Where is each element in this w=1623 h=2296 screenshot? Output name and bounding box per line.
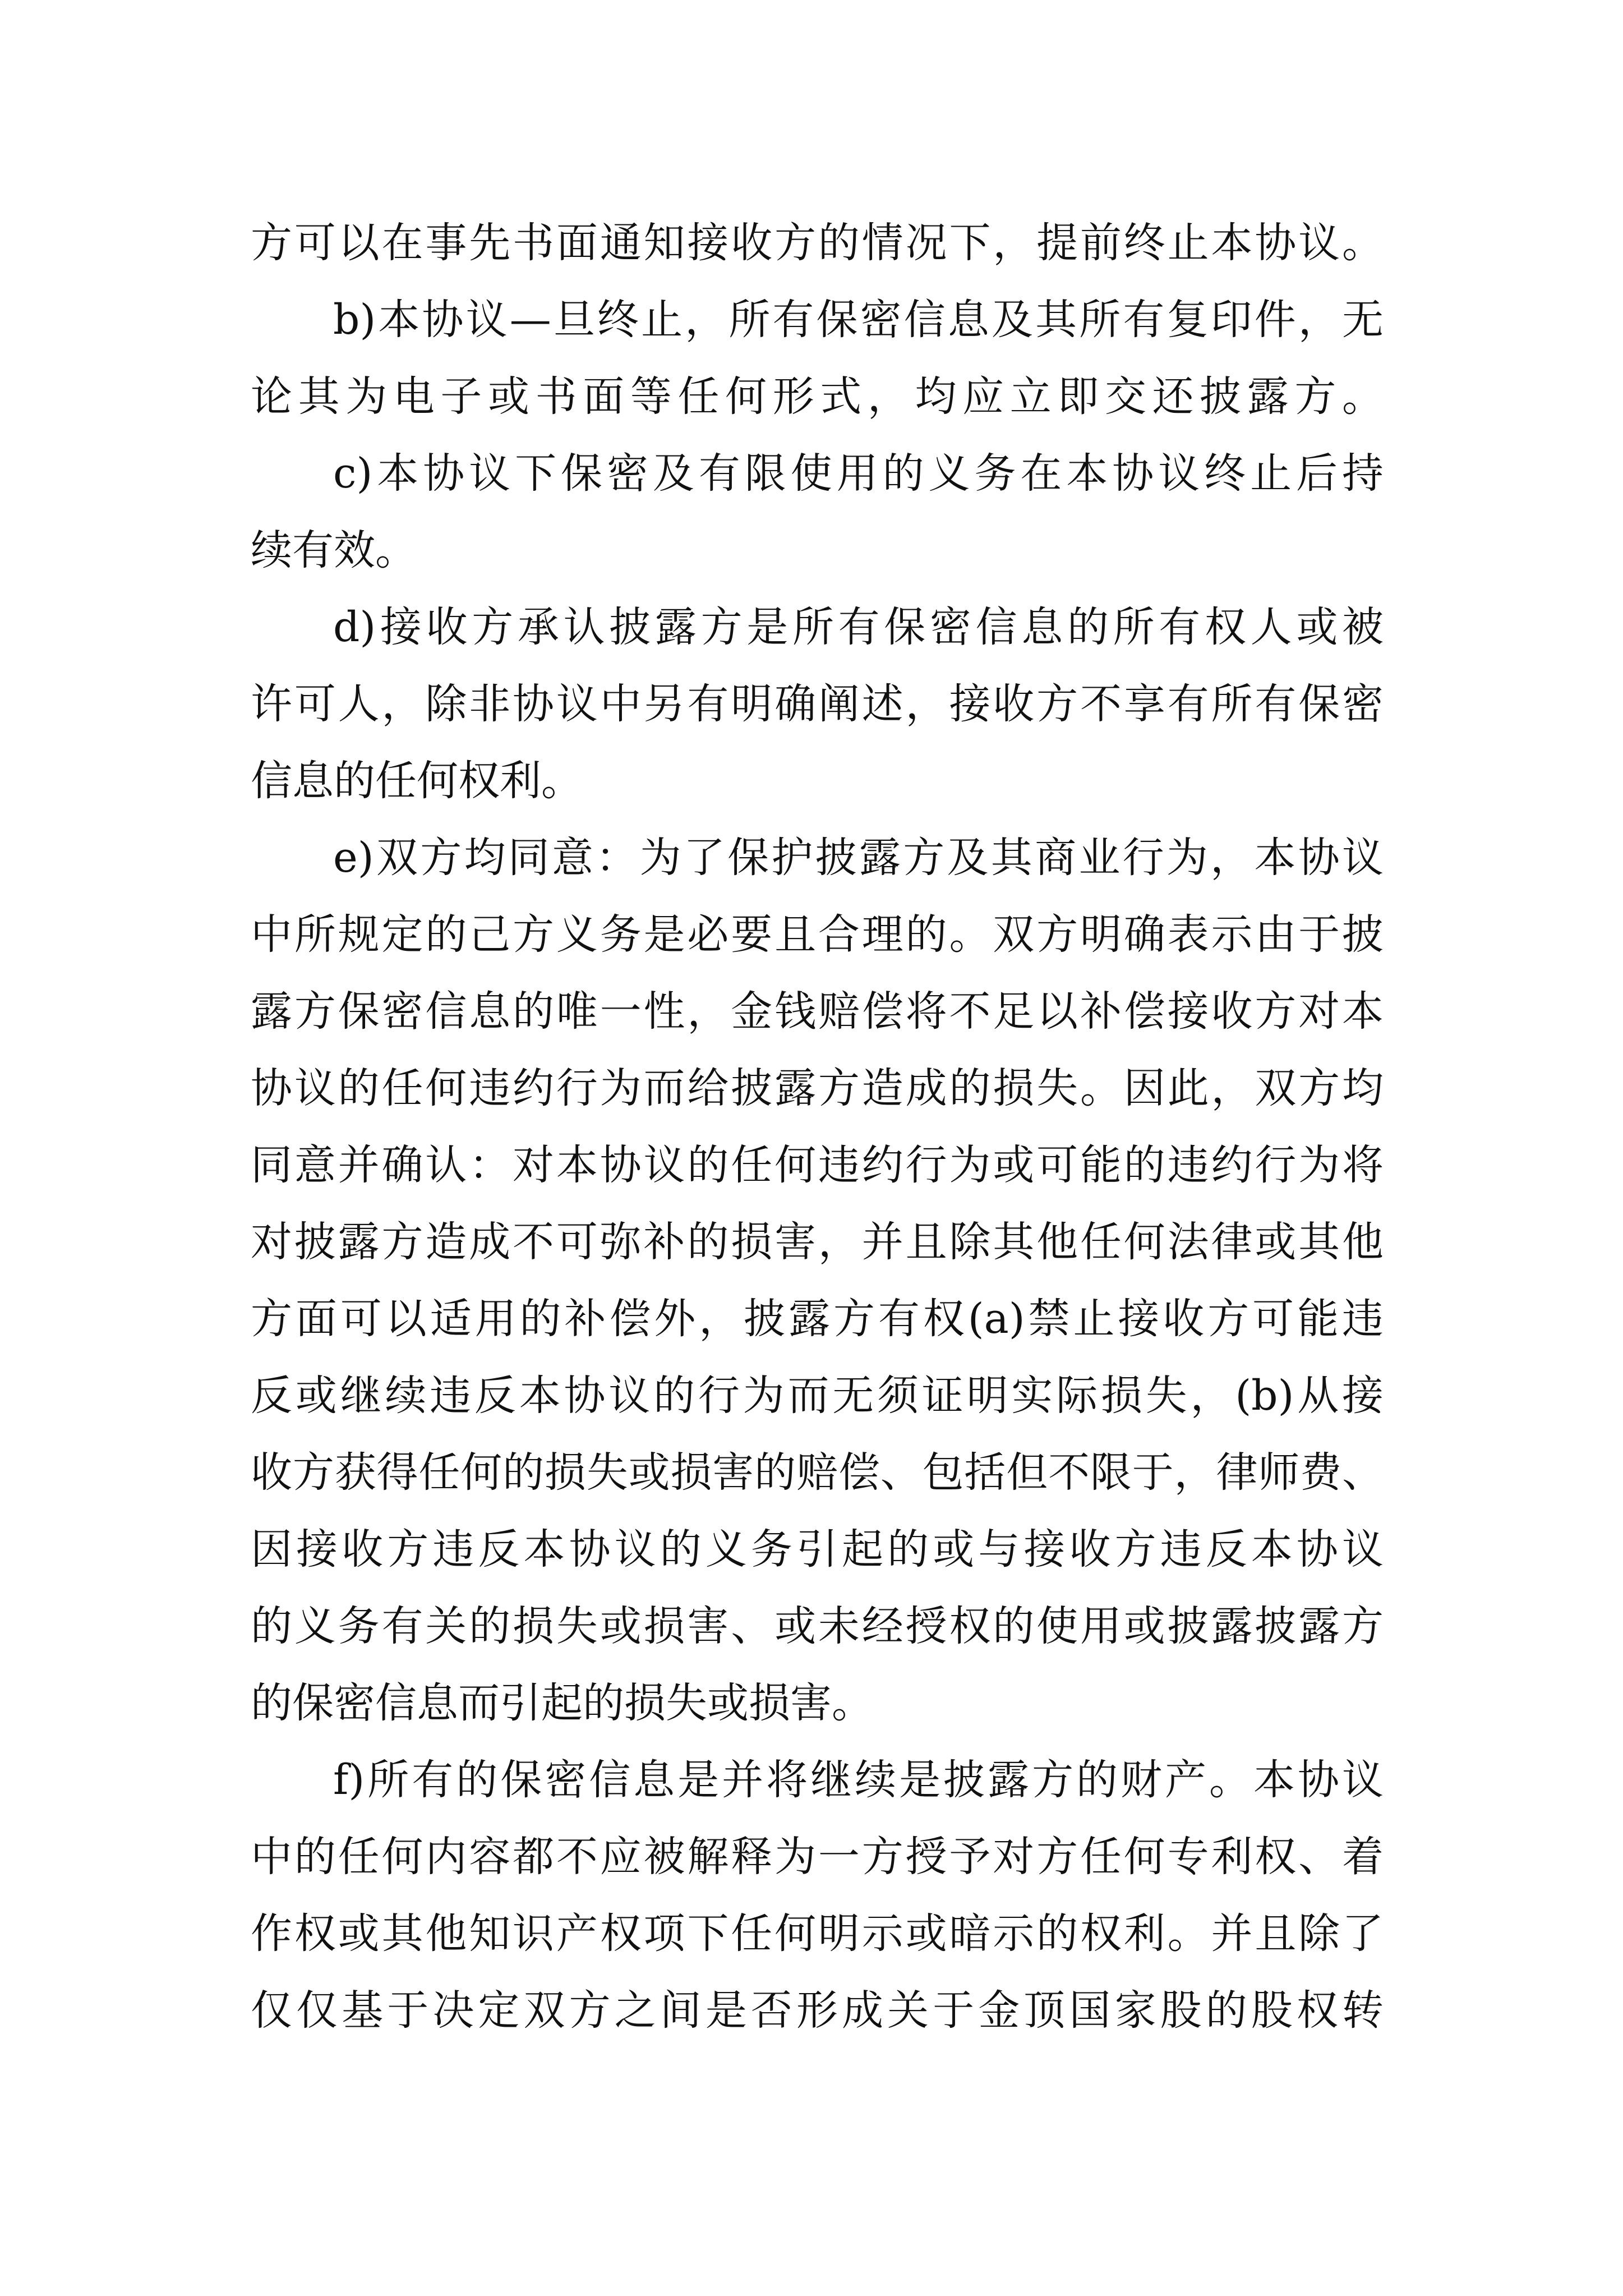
clause-b-line-1: b)本协议—旦终止，所有保密信息及其所有复印件，无 [333,296,1384,344]
clause-e-line-8: 反或继续违反本协议的行为而无须证明实际损失，(b)从接 [251,1372,1384,1420]
clause-e-line-2: 中所规定的己方义务是必要且合理的。双方明确表示由于披 [251,910,1384,959]
clause-d-line-2: 许可人，除非协议中另有明确阐述，接收方不享有所有保密 [251,680,1384,728]
clause-e-line-6: 对披露方造成不可弥补的损害，并且除其他任何法律或其他 [251,1218,1384,1266]
clause-e-line-4: 协议的任何违约行为而给披露方造成的损失。因此，双方均 [251,1064,1384,1112]
clause-e-line-12: 的保密信息而引起的损失或损害。 [251,1679,873,1727]
clause-f-line-4: 仅仅基于决定双方之间是否形成关于金顶国家股的股权转 [251,1986,1384,2035]
clause-e-line-5: 同意并确认：对本协议的任何违约行为或可能的违约行为将 [251,1141,1384,1189]
clause-f-line-2: 中的任何内容都不应被解释为一方授予对方任何专利权、着 [251,1833,1384,1881]
clause-e-line-9: 收方获得任何的损失或损害的赔偿、包括但不限于，律师费、 [251,1448,1384,1497]
clause-f-line-1: f)所有的保密信息是并将继续是披露方的财产。本协议 [333,1756,1384,1804]
clause-e-line-11: 的义务有关的损失或损害、或未经授权的使用或披露披露方 [251,1602,1384,1650]
clause-d-line-1: d)接收方承认披露方是所有保密信息的所有权人或被 [333,603,1384,651]
clause-e-line-1: e)双方均同意：为了保护披露方及其商业行为，本协议 [333,834,1384,882]
clause-e-line-7: 方面可以适用的补偿外，披露方有权(a)禁止接收方可能违 [251,1295,1384,1343]
clause-e-line-3: 露方保密信息的唯一性，金钱赔偿将不足以补偿接收方对本 [251,987,1384,1036]
clause-b-line-2: 论其为电子或书面等任何形式，均应立即交还披露方。 [251,372,1384,421]
clause-d-line-3: 信息的任何权利。 [251,757,583,805]
text-line: 方可以在事先书面通知接收方的情况下，提前终止本协议。 [251,219,1384,267]
clause-c-line-2: 续有效。 [251,526,417,574]
clause-c-line-1: c)本协议下保密及有限使用的义务在本协议终止后持 [333,449,1384,498]
clause-f-line-3: 作权或其他知识产权项下任何明示或暗示的权利。并且除了 [251,1910,1384,1958]
clause-e-line-10: 因接收方违反本协议的义务引起的或与接收方违反本协议 [251,1525,1384,1573]
